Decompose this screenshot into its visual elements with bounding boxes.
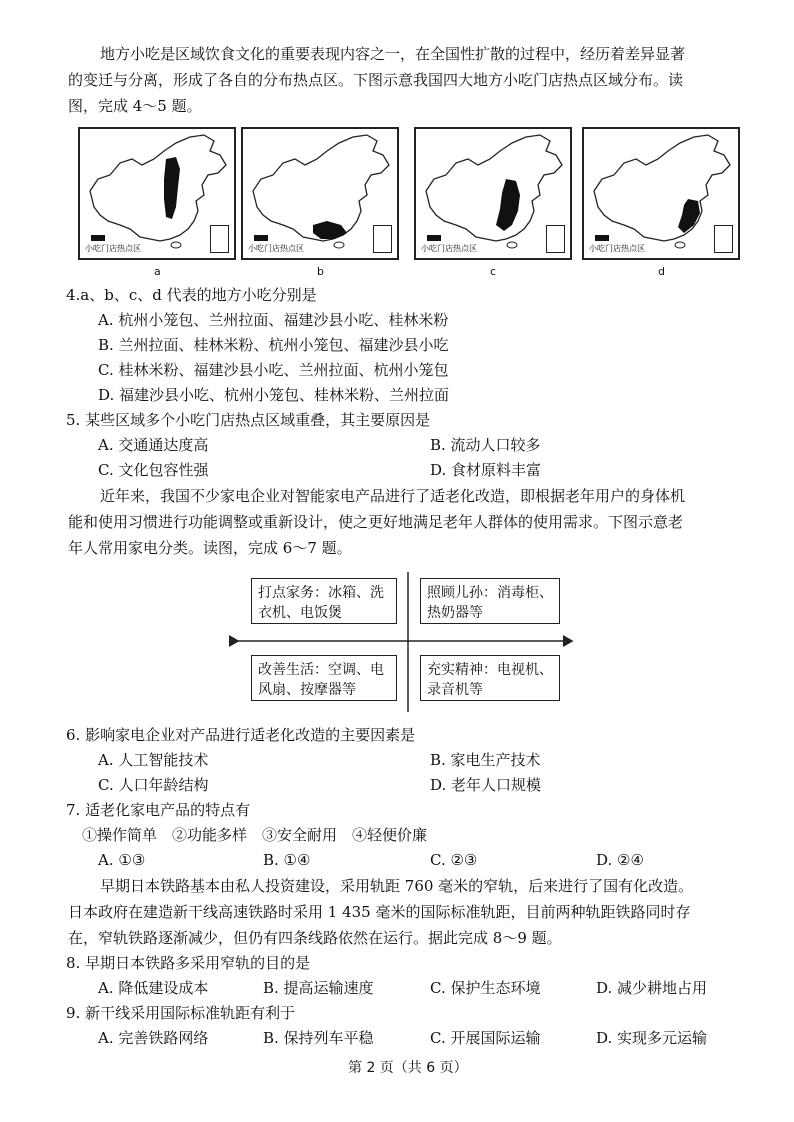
- intro3-line3: 在，窄轨铁路逐渐减少，但仍有四条线路依然在运行。据此完成 8～9 题。: [68, 929, 562, 947]
- q6-option-d: D. 老年人口规模: [430, 776, 542, 794]
- q8-option-a: A. 降低建设成本: [98, 979, 209, 997]
- q5-stem: 5. 某些区域多个小吃门店热点区域重叠，其主要原因是: [66, 411, 431, 429]
- q6-stem: 6. 影响家电企业对产品进行适老化改造的主要因素是: [66, 726, 416, 744]
- q5-option-d: D. 食材原料丰富: [430, 461, 542, 479]
- map-panel-b: [241, 127, 399, 260]
- map-legend: [589, 235, 645, 254]
- q6-option-a: A. 人工智能技术: [98, 751, 209, 769]
- map-legend: [85, 235, 141, 254]
- q9-option-d: D. 实现多元运输: [596, 1029, 708, 1047]
- q9-option-b: B. 保持列车平稳: [263, 1029, 374, 1047]
- south-china-sea-inset: [373, 225, 392, 253]
- q6-option-c: C. 人口年龄结构: [98, 776, 209, 794]
- q4-option-c: C. 桂林米粉、福建沙县小吃、兰州拉面、杭州小笼包: [98, 361, 449, 379]
- intro3-line2: 日本政府在建造新干线高速铁路时采用 1 435 毫米的国际标准轨距，目前两种轨距铁路同时存: [68, 903, 691, 921]
- q5-option-c: C. 文化包容性强: [98, 461, 209, 479]
- q9-option-a: A. 完善铁路网络: [98, 1029, 209, 1047]
- south-china-sea-inset: [714, 225, 733, 253]
- map-legend: [248, 235, 304, 254]
- intro1-line2: 的变迁与分离，形成了各自的分布热点区。下图示意我国四大地方小吃门店热点区域分布。读: [68, 71, 684, 89]
- hainan-island: [675, 242, 685, 248]
- hainan-island: [507, 242, 517, 248]
- page-footer: 第 2 页（共 6 页）: [348, 1060, 468, 1076]
- q7-stem: 7. 适老化家电产品的特点有: [66, 801, 251, 819]
- map-label-d: d: [658, 265, 665, 278]
- box-grandchildren-care: 照顾儿孙：消毒柜、热奶器等: [420, 578, 560, 624]
- map-legend: [421, 235, 477, 254]
- intro2-line2: 能和使用习惯进行功能调整或重新设计，使之更好地满足老年人群体的使用需求。下图示意老: [68, 513, 684, 531]
- box-enrich-spirit: 充实精神：电视机、录音机等: [420, 655, 560, 701]
- q5-option-a: A. 交通通达度高: [98, 436, 209, 454]
- hainan-island: [334, 242, 344, 248]
- legend-label: 小吃门店热点区: [589, 244, 645, 253]
- intro1-line1: 地方小吃是区域饮食文化的重要表现内容之一，在全国性扩散的过程中，经历着差异显著: [100, 45, 686, 63]
- q7-option-d: D. ②④: [596, 851, 644, 869]
- q6-option-b: B. 家电生产技术: [430, 751, 541, 769]
- map-label-a: a: [154, 265, 161, 278]
- q8-option-c: C. 保护生态环境: [430, 979, 541, 997]
- q5-option-b: B. 流动人口较多: [430, 436, 541, 454]
- intro2-line3: 年人常用家电分类。读图，完成 6～7 题。: [68, 539, 352, 557]
- q7-option-a: A. ①③: [98, 851, 146, 869]
- box-household-chores: 打点家务：冰箱、洗衣机、电饭煲: [251, 578, 397, 624]
- q7-option-b: B. ①④: [263, 851, 311, 869]
- q4-option-d: D. 福建沙县小吃、杭州小笼包、桂林米粉、兰州拉面: [98, 386, 450, 404]
- south-china-sea-inset: [546, 225, 565, 253]
- legend-label: 小吃门店热点区: [85, 244, 141, 253]
- legend-swatch: [595, 235, 609, 241]
- q4-stem: 4.a、b、c、d 代表的地方小吃分别是: [66, 286, 317, 304]
- legend-swatch: [427, 235, 441, 241]
- south-china-sea-inset: [210, 225, 229, 253]
- q4-option-b: B. 兰州拉面、桂林米粉、杭州小笼包、福建沙县小吃: [98, 336, 449, 354]
- map-label-c: c: [490, 265, 497, 278]
- legend-swatch: [91, 235, 105, 241]
- legend-label: 小吃门店热点区: [248, 244, 304, 253]
- q7-items: ①操作简单 ②功能多样 ③安全耐用 ④轻便价廉: [82, 826, 428, 844]
- legend-label: 小吃门店热点区: [421, 244, 477, 253]
- box-improve-life: 改善生活：空调、电风扇、按摩器等: [251, 655, 397, 701]
- map-panel-a: [78, 127, 236, 260]
- intro1-line3: 图，完成 4～5 题。: [68, 97, 202, 115]
- q8-stem: 8. 早期日本铁路多采用窄轨的目的是: [66, 954, 311, 972]
- intro2-line1: 近年来，我国不少家电企业对智能家电产品进行了适老化改造，即根据老年用户的身体机: [100, 487, 686, 505]
- hainan-island: [171, 242, 181, 248]
- map-label-b: b: [317, 265, 324, 278]
- q9-stem: 9. 新干线采用国际标准轨距有利于: [66, 1004, 296, 1022]
- intro3-line1: 早期日本铁路基本由私人投资建设，采用轨距 760 毫米的窄轨，后来进行了国有化改造。: [100, 877, 694, 895]
- q9-option-c: C. 开展国际运输: [430, 1029, 541, 1047]
- q8-option-d: D. 减少耕地占用: [596, 979, 708, 997]
- q7-option-c: C. ②③: [430, 851, 478, 869]
- q8-option-b: B. 提高运输速度: [263, 979, 374, 997]
- map-panel-c: [414, 127, 572, 260]
- map-panel-d: [582, 127, 740, 260]
- q4-option-a: A. 杭州小笼包、兰州拉面、福建沙县小吃、桂林米粉: [98, 311, 449, 329]
- legend-swatch: [254, 235, 268, 241]
